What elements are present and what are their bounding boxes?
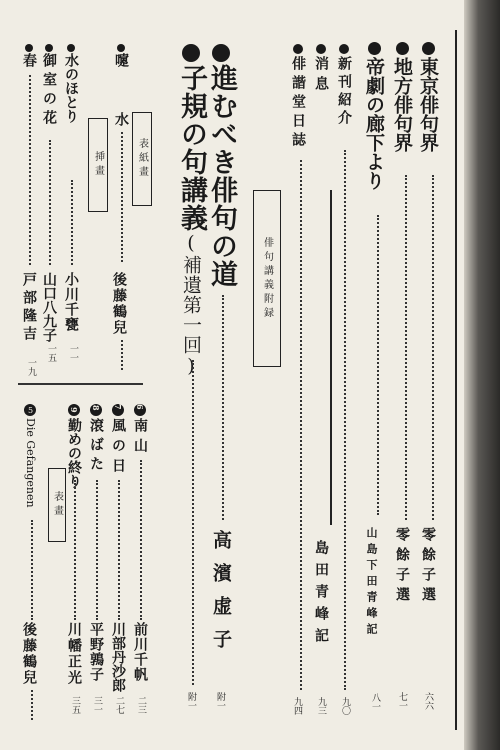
- entry-author: 山口八九子: [41, 272, 57, 342]
- entry-author: 後藤鶴兒: [21, 622, 37, 686]
- toc-entry-susumu: [208, 44, 235, 288]
- entry-author: 戸部隆吉: [21, 272, 37, 344]
- entry-page: 一一: [68, 344, 78, 362]
- entry-author: 島田青峰記: [313, 540, 329, 650]
- bullet-icon: [182, 44, 200, 62]
- toc-entry-mimuro: [42, 44, 56, 129]
- leader-dots: [344, 150, 346, 690]
- leader-dots: [121, 132, 123, 262]
- entry-title: 俳諧堂日誌: [290, 56, 306, 151]
- toc-entry-gefangenen: [24, 404, 36, 508]
- bullet-icon: [67, 44, 75, 52]
- entry-title: 南山: [132, 418, 148, 458]
- entry-page: 二七: [114, 696, 124, 714]
- appendix-box: 俳句講義附録: [253, 190, 281, 367]
- entry-title: 春: [21, 53, 37, 67]
- entry-title: 帝劇の廊下より: [363, 57, 385, 190]
- toc-entry-mizu: [114, 112, 128, 126]
- bullet-icon: [293, 44, 303, 54]
- toc-entry-chiho: [392, 42, 411, 152]
- toc-entry-kusame: [114, 44, 128, 71]
- entry-title: 滾ばた: [88, 418, 104, 475]
- entry-page: 附一: [215, 692, 225, 710]
- entry-title: 進むべき俳句の道: [206, 64, 237, 288]
- entry-page: 二三: [136, 696, 146, 714]
- number-badge: 5: [26, 405, 35, 415]
- entry-page: 九三: [316, 697, 326, 715]
- entry-page: 九〇: [340, 697, 350, 715]
- leader-dots: [300, 160, 302, 690]
- entry-author: 後藤鶴兒: [111, 272, 127, 336]
- leader-dots: [140, 460, 142, 620]
- bullet-icon: [368, 42, 381, 55]
- bullet-icon: [117, 44, 125, 52]
- toc-entry-tokyo: [418, 42, 437, 152]
- entry-page: 三五: [70, 696, 80, 714]
- leader-dots: [31, 520, 33, 620]
- entry-author: 山島下田青峰記: [365, 527, 378, 639]
- toc-entry-teigeki: [364, 42, 383, 190]
- leader-dots: [96, 480, 98, 620]
- entry-author: 川部丹沙郎: [110, 622, 126, 692]
- entry-title: Die Gefangenen: [24, 418, 37, 508]
- entry-title: 地方俳句界: [391, 57, 413, 152]
- number-badge: 8: [91, 404, 101, 416]
- entry-page: 六六: [423, 692, 433, 710]
- entry-author: 高濱虚子: [210, 530, 232, 662]
- entry-author: 前川千帆: [132, 622, 148, 682]
- leader-dots: [29, 75, 31, 265]
- bullet-icon: [45, 44, 53, 52]
- toc-entry-kanbata: [89, 404, 103, 475]
- entry-page: 九四: [292, 697, 302, 715]
- entry-editor: 零餘子選: [420, 527, 436, 607]
- section-divider: [18, 383, 143, 385]
- bullet-icon: [422, 42, 435, 55]
- entry-author: 小川千甕: [63, 272, 79, 332]
- entry-page: 附一: [186, 692, 196, 710]
- toc-entry-haru: [22, 44, 36, 67]
- leader-dots: [222, 295, 224, 520]
- bullet-icon: [25, 44, 33, 52]
- toc-entry-nanzan: [133, 404, 147, 458]
- page-edge-shadow: [464, 0, 500, 750]
- leader-dots: [71, 180, 73, 265]
- entry-page: 一九: [26, 358, 36, 376]
- number-badge: 9: [68, 404, 80, 416]
- number-badge: 6: [135, 404, 145, 416]
- entry-author: 平野鶉子: [88, 622, 104, 682]
- entry-title: 新刊紹介: [336, 56, 352, 128]
- page-border-line: [455, 30, 457, 730]
- toc-entry-kaze: [111, 404, 125, 478]
- leader-dots: [31, 690, 33, 720]
- entry-title: 御室の花: [41, 53, 57, 129]
- toc-entry-haifudo: [291, 44, 305, 151]
- entry-title: 東京俳句界: [417, 57, 439, 152]
- entry-title: 消息: [313, 56, 329, 96]
- bullet-icon: [316, 44, 326, 54]
- entry-title: 水のほとり: [63, 53, 79, 123]
- entry-page: 三一: [92, 696, 102, 714]
- bullet-icon: [396, 42, 409, 55]
- toc-entry-shinkan: [337, 44, 351, 128]
- toc-entry-shiki: [178, 44, 205, 378]
- toc-entry-mizunohotori: [64, 44, 78, 123]
- entry-title: 勤めの終り: [66, 418, 82, 488]
- illustration-box: 挿畫: [88, 118, 108, 212]
- entry-editor: 零餘子選: [394, 527, 410, 607]
- entry-page: 一五: [46, 344, 56, 362]
- bullet-icon: [212, 44, 230, 62]
- leader-dots: [377, 215, 379, 515]
- leader-dots: [121, 340, 123, 370]
- cover-art-box: 表畫: [48, 468, 66, 542]
- leader-dots: [432, 175, 434, 520]
- entry-subtitle: (補遺第一回): [180, 232, 202, 378]
- entry-author: 川幡正光: [66, 622, 82, 686]
- leader-dots: [118, 480, 120, 620]
- rule-line: [330, 190, 332, 525]
- entry-title: 子規の句講義: [176, 64, 207, 232]
- entry-title: 風の日: [110, 418, 126, 478]
- number-badge: 7: [113, 404, 123, 416]
- leader-dots: [74, 480, 76, 620]
- entry-page: 八一: [370, 693, 380, 711]
- leader-dots: [405, 175, 407, 520]
- bullet-icon: [339, 44, 349, 54]
- leader-dots: [192, 360, 194, 685]
- entry-page: 七一: [397, 692, 407, 710]
- cover-art-box: 表紙畫: [132, 112, 152, 206]
- leader-dots: [49, 140, 51, 265]
- toc-entry-shosoku: [314, 44, 328, 96]
- entry-title: 水: [113, 112, 129, 126]
- toc-entry-tsutome: [67, 404, 81, 488]
- entry-title: 嚔: [113, 53, 129, 71]
